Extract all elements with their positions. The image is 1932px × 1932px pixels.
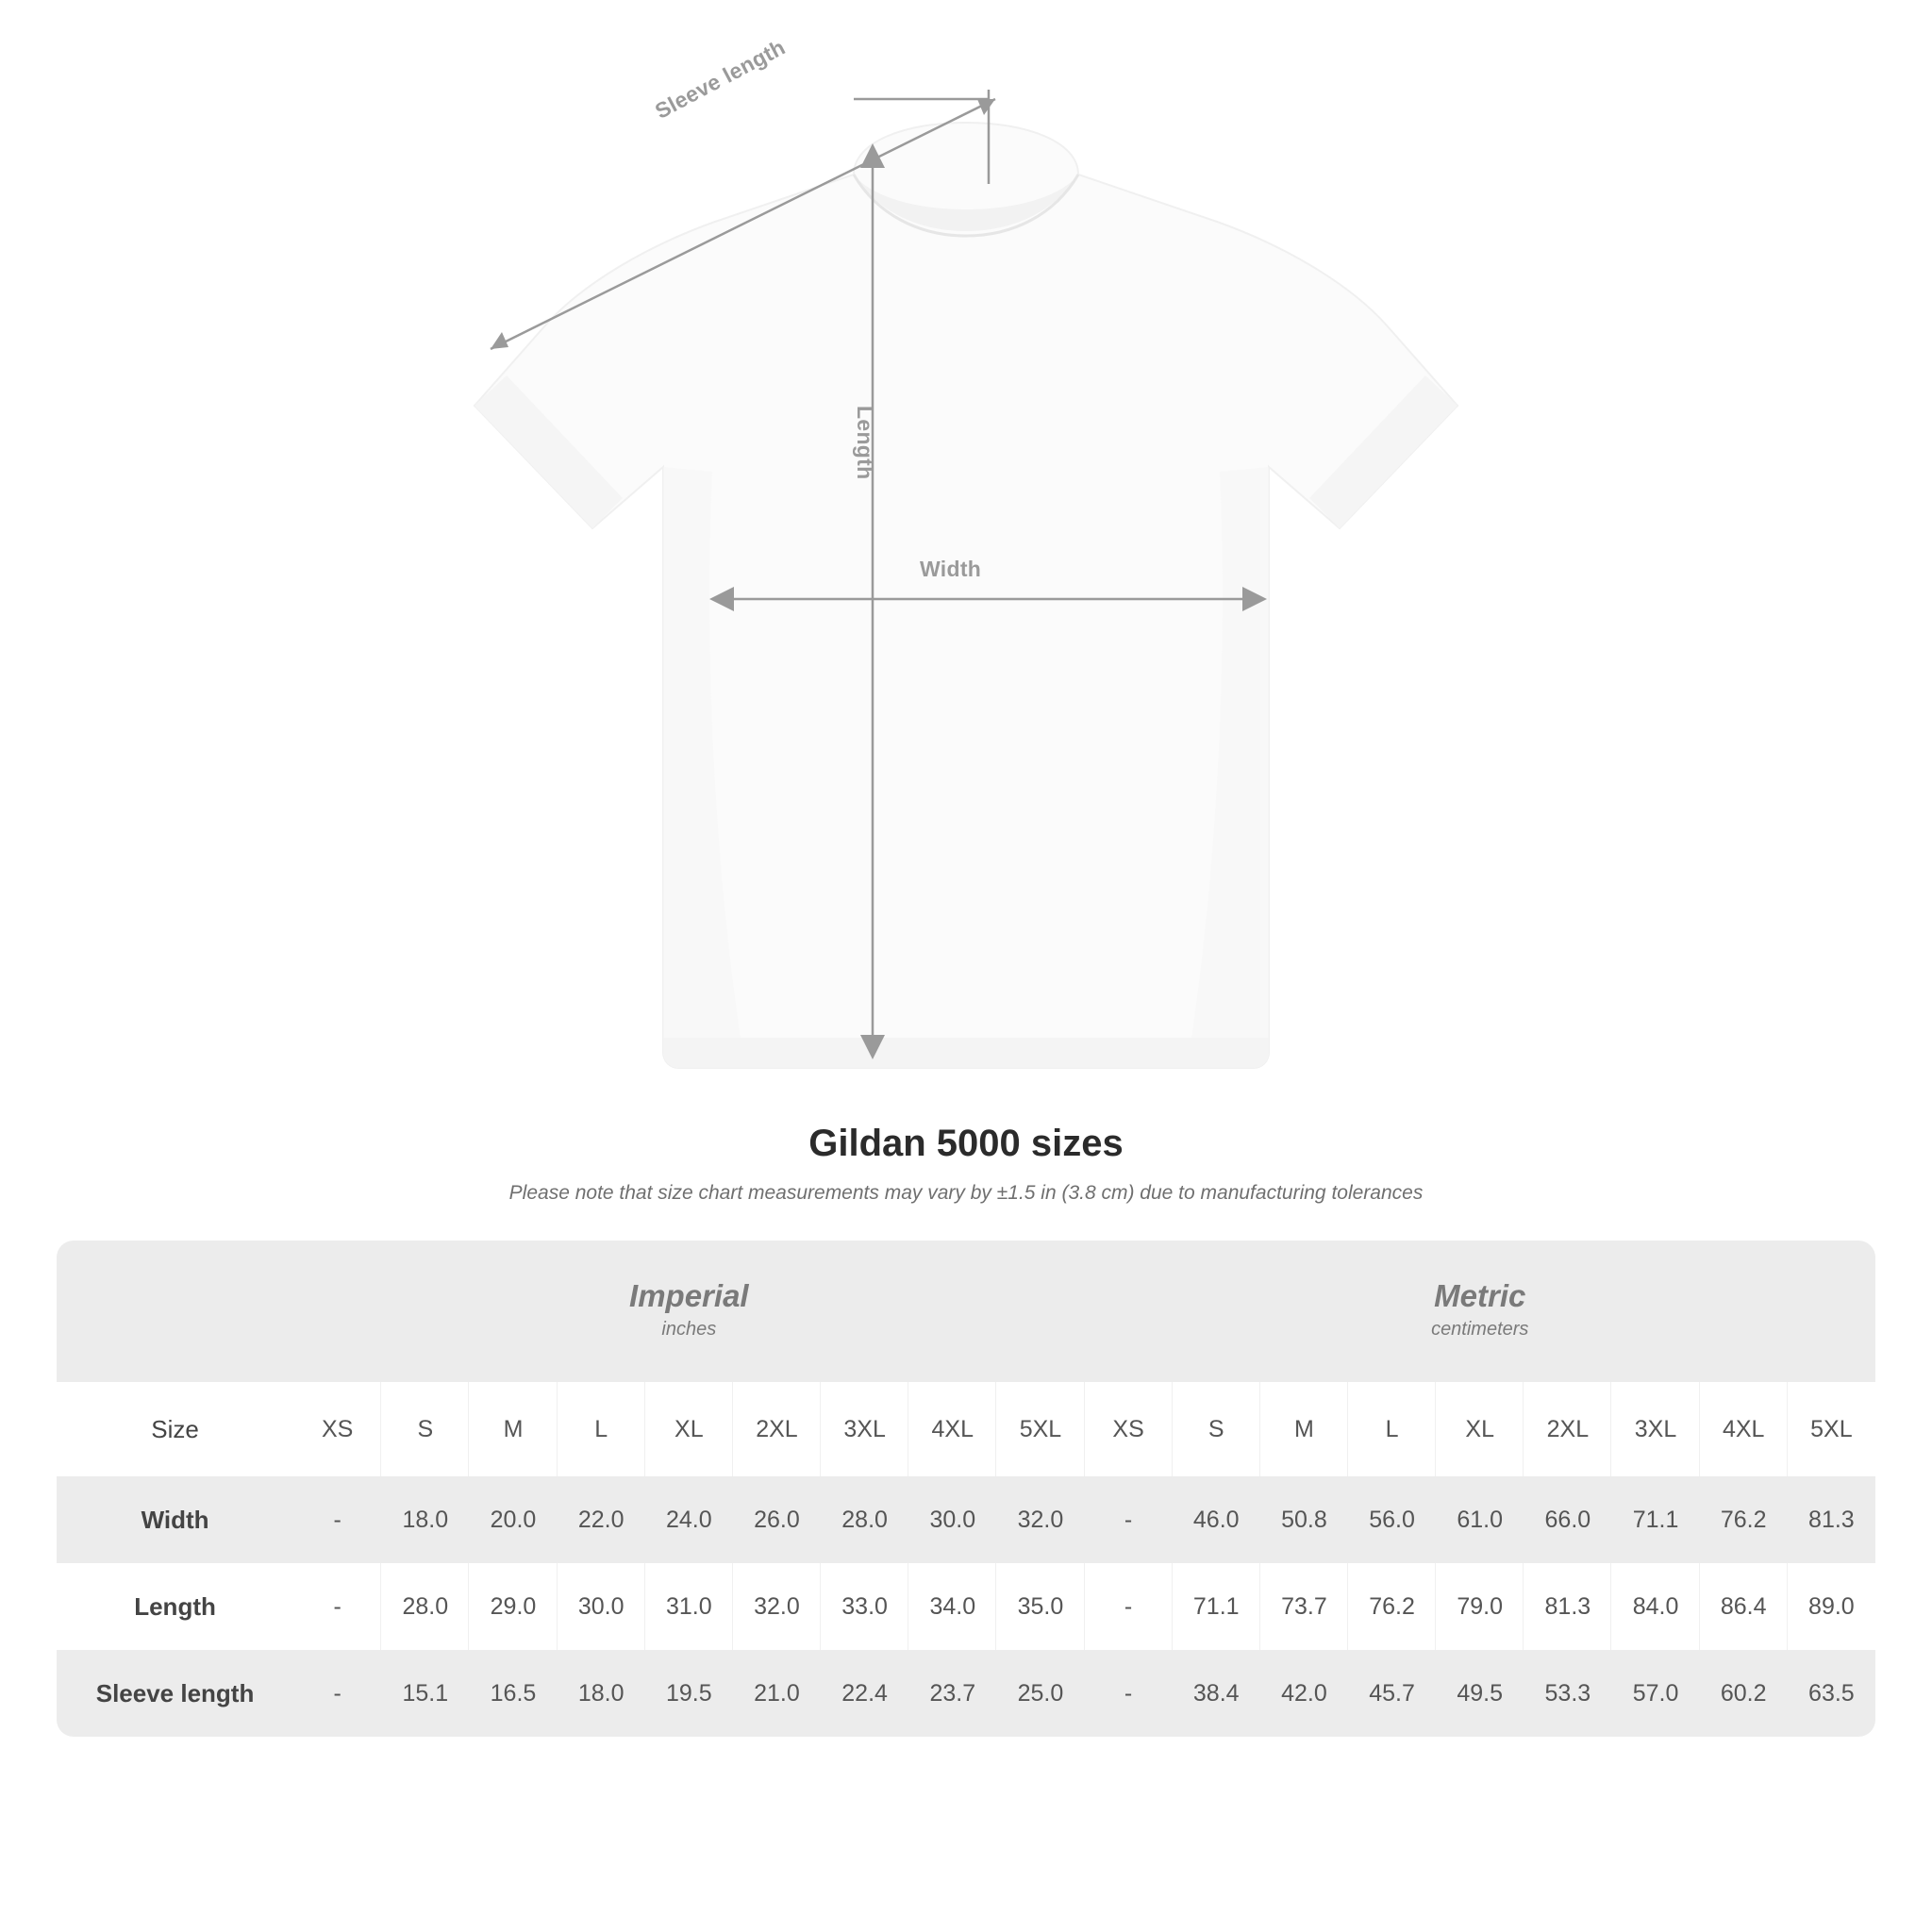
cell-width-metric-xs: -	[1085, 1476, 1173, 1563]
size-header-imperial-5xl: 5XL	[996, 1382, 1084, 1476]
cell-sleeve-imperial-xl: 19.5	[645, 1650, 733, 1737]
tshirt-shape	[475, 123, 1457, 1068]
row-label-sleeve-length: Sleeve length	[57, 1650, 293, 1737]
size-header-imperial-3xl: 3XL	[821, 1382, 908, 1476]
size-header-imperial-4xl: 4XL	[908, 1382, 996, 1476]
size-header-imperial-s: S	[381, 1382, 469, 1476]
cell-length-imperial-2xl: 32.0	[733, 1563, 821, 1650]
cell-sleeve-metric-xs: -	[1085, 1650, 1173, 1737]
cell-length-metric-xl: 79.0	[1436, 1563, 1524, 1650]
cell-length-imperial-xs: -	[293, 1563, 381, 1650]
size-header-row	[57, 1382, 1875, 1476]
cell-length-imperial-s: 28.0	[381, 1563, 469, 1650]
unit-header-imperial	[293, 1241, 1084, 1382]
size-header-metric-2xl: 2XL	[1524, 1382, 1611, 1476]
table-row-length	[57, 1563, 1875, 1650]
cell-length-imperial-m: 29.0	[469, 1563, 557, 1650]
size-chart-table	[57, 1241, 1875, 1737]
cell-length-imperial-l: 30.0	[558, 1563, 645, 1650]
unit-header-row	[57, 1241, 1875, 1382]
unit-header-spacer	[57, 1241, 293, 1382]
sleeve-length-label: Sleeve length	[651, 34, 790, 124]
cell-length-imperial-xl: 31.0	[645, 1563, 733, 1650]
cell-width-imperial-5xl: 32.0	[996, 1476, 1084, 1563]
cell-width-imperial-2xl: 26.0	[733, 1476, 821, 1563]
cell-width-metric-4xl: 76.2	[1700, 1476, 1788, 1563]
cell-width-metric-m: 50.8	[1260, 1476, 1348, 1563]
cell-width-metric-l: 56.0	[1348, 1476, 1436, 1563]
cell-length-metric-2xl: 81.3	[1524, 1563, 1611, 1650]
cell-sleeve-metric-m: 42.0	[1260, 1650, 1348, 1737]
size-header-metric-xl: XL	[1436, 1382, 1524, 1476]
size-header-metric-s: S	[1173, 1382, 1260, 1476]
cell-length-metric-l: 76.2	[1348, 1563, 1436, 1650]
cell-sleeve-imperial-2xl: 21.0	[733, 1650, 821, 1737]
cell-sleeve-imperial-m: 16.5	[469, 1650, 557, 1737]
page-title: Gildan 5000 sizes	[808, 1123, 1124, 1164]
cell-sleeve-imperial-s: 15.1	[381, 1650, 469, 1737]
size-header-imperial-m: M	[469, 1382, 557, 1476]
cell-length-metric-m: 73.7	[1260, 1563, 1348, 1650]
cell-sleeve-metric-l: 45.7	[1348, 1650, 1436, 1737]
unit-header-metric	[1085, 1241, 1875, 1382]
size-header-metric-l: L	[1348, 1382, 1436, 1476]
cell-length-imperial-4xl: 34.0	[908, 1563, 996, 1650]
tolerance-note: Please note that size chart measurements may vary by ±1.5 in (3.8 cm) due to manufacturing tolerances	[508, 1182, 1424, 1204]
unit-name-metric: Metric	[1434, 1278, 1526, 1314]
row-label-length: Length	[57, 1563, 293, 1650]
unit-name-imperial: Imperial	[629, 1278, 749, 1314]
cell-length-imperial-3xl: 33.0	[821, 1563, 908, 1650]
cell-width-imperial-xl: 24.0	[645, 1476, 733, 1563]
cell-width-metric-3xl: 71.1	[1611, 1476, 1699, 1563]
cell-sleeve-imperial-l: 18.0	[558, 1650, 645, 1737]
width-label: Width	[920, 557, 982, 581]
size-header-metric-3xl: 3XL	[1611, 1382, 1699, 1476]
size-header-metric-5xl: 5XL	[1788, 1382, 1875, 1476]
cell-length-imperial-5xl: 35.0	[996, 1563, 1084, 1650]
cell-width-imperial-l: 22.0	[558, 1476, 645, 1563]
cell-width-metric-s: 46.0	[1173, 1476, 1260, 1563]
cell-length-metric-s: 71.1	[1173, 1563, 1260, 1650]
title-block	[0, 1123, 1932, 1205]
size-header-imperial-xl: XL	[645, 1382, 733, 1476]
cell-sleeve-imperial-5xl: 25.0	[996, 1650, 1084, 1737]
cell-width-imperial-m: 20.0	[469, 1476, 557, 1563]
cell-width-imperial-xs: -	[293, 1476, 381, 1563]
cell-length-metric-4xl: 86.4	[1700, 1563, 1788, 1650]
size-chart-table-wrap	[57, 1241, 1875, 1737]
cell-sleeve-metric-s: 38.4	[1173, 1650, 1260, 1737]
size-header-label: Size	[57, 1382, 293, 1476]
size-header-imperial-xs: XS	[293, 1382, 381, 1476]
cell-width-metric-2xl: 66.0	[1524, 1476, 1611, 1563]
cell-width-imperial-3xl: 28.0	[821, 1476, 908, 1563]
size-header-metric-xs: XS	[1085, 1382, 1173, 1476]
cell-sleeve-metric-5xl: 63.5	[1788, 1650, 1875, 1737]
unit-sub-imperial: inches	[661, 1318, 717, 1340]
size-header-imperial-2xl: 2XL	[733, 1382, 821, 1476]
size-header-metric-4xl: 4XL	[1700, 1382, 1788, 1476]
cell-width-metric-xl: 61.0	[1436, 1476, 1524, 1563]
cell-sleeve-imperial-xs: -	[293, 1650, 381, 1737]
cell-width-metric-5xl: 81.3	[1788, 1476, 1875, 1563]
unit-sub-metric: centimeters	[1431, 1318, 1529, 1340]
table-row-width	[57, 1476, 1875, 1563]
cell-width-imperial-s: 18.0	[381, 1476, 469, 1563]
cell-sleeve-imperial-4xl: 23.7	[908, 1650, 996, 1737]
cell-sleeve-imperial-3xl: 22.4	[821, 1650, 908, 1737]
size-header-imperial-l: L	[558, 1382, 645, 1476]
cell-length-metric-xs: -	[1085, 1563, 1173, 1650]
size-header-metric-m: M	[1260, 1382, 1348, 1476]
cell-sleeve-metric-4xl: 60.2	[1700, 1650, 1788, 1737]
cell-sleeve-metric-3xl: 57.0	[1611, 1650, 1699, 1737]
cell-length-metric-3xl: 84.0	[1611, 1563, 1699, 1650]
cell-sleeve-metric-2xl: 53.3	[1524, 1650, 1611, 1737]
row-label-width: Width	[57, 1476, 293, 1563]
cell-length-metric-5xl: 89.0	[1788, 1563, 1875, 1650]
cell-sleeve-metric-xl: 49.5	[1436, 1650, 1524, 1737]
table-row-sleeve-length	[57, 1650, 1875, 1737]
length-label: Length	[853, 406, 877, 480]
cell-width-imperial-4xl: 30.0	[908, 1476, 996, 1563]
